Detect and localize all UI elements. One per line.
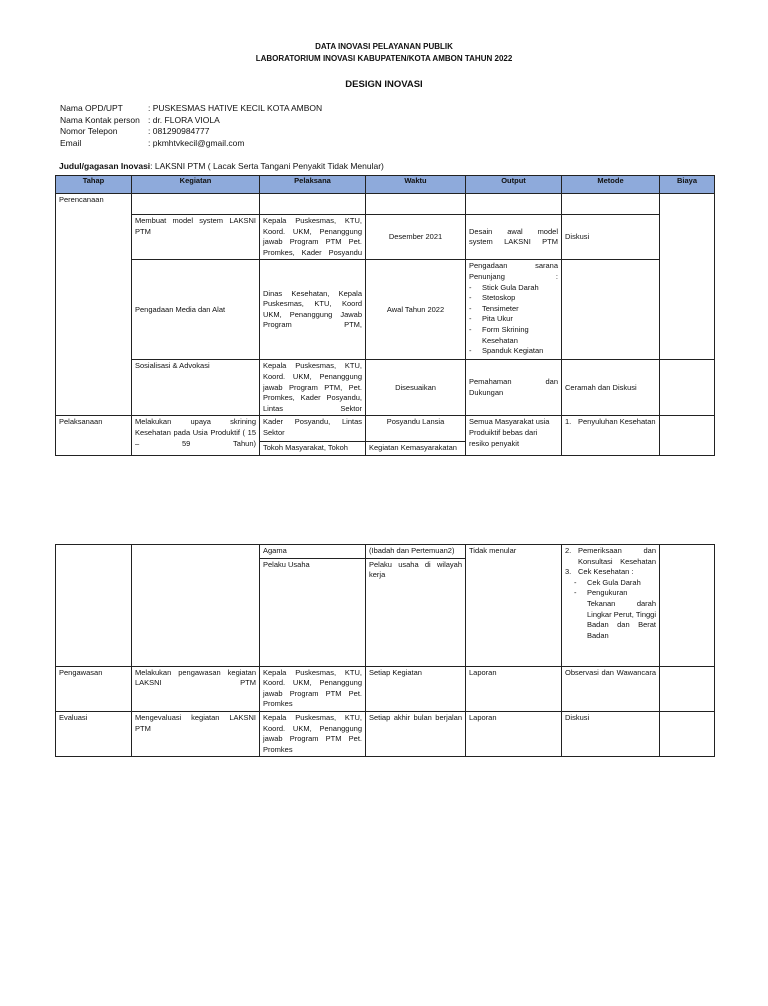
judul-inovasi: [59, 161, 384, 171]
tahap-cell: Pengawasan: [56, 666, 132, 711]
waktu-cell: Setiap Kegiatan: [366, 666, 466, 711]
output-cell: Laporan: [466, 666, 562, 711]
list-item: - Spanduk Kegiatan: [469, 346, 558, 357]
kegiatan-cell: Pengadaan Media dan Alat: [132, 260, 260, 360]
metode-cell: Diskusi: [562, 711, 660, 756]
list-item: 1. Penyuluhan Kesehatan: [565, 417, 656, 428]
waktu-cell: Pelaku usaha di wilayah kerja: [366, 558, 466, 666]
metode-cell: Observasi dan Wawancara: [562, 666, 660, 711]
col-header-tahap: Tahap: [56, 176, 132, 194]
kegiatan-cell: Membuat model system LAKSNI PTM: [132, 215, 260, 260]
output-list: [469, 283, 558, 357]
waktu-cell: Kegiatan Kemasyarakatan: [366, 442, 466, 456]
list-item: - Stetoskop: [469, 293, 558, 304]
table-row: [56, 416, 715, 442]
output-cell: Tidak menular: [466, 545, 562, 667]
list-item: - Stick Gula Darah: [469, 283, 558, 294]
kegiatan-cell: Melakukan upaya skrining Kesehatan pada Usia Produktif ( 15 – 59 Tahun): [132, 416, 260, 456]
waktu-cell: Awal Tahun 2022: [366, 260, 466, 360]
metode-cell: Ceramah dan Diskusi: [562, 360, 660, 416]
list-item: 2. Pemeriksaan dan Konsultasi Kesehatan: [565, 546, 656, 567]
list-item: - Pita Ukur: [469, 314, 558, 325]
table-row: [56, 215, 715, 260]
col-header-pelaksana: Pelaksana: [260, 176, 366, 194]
output-cell: [466, 260, 562, 360]
output-title: Pengadaan sarana Penunjang :: [469, 261, 558, 281]
info-row: [60, 103, 322, 115]
pelaksana-cell: Kepala Puskesmas, KTU, Koord. UKM, Penanggung jawab Program PTM, Pet. Promkes, Kader Posyandu, Lintas Sektor: [260, 360, 366, 416]
pelaksana-cell: Kepala Puskesmas, KTU, Koord. UKM, Penanggung jawab Program PTM Pet. Promkes, Kader Posyandu: [260, 215, 366, 260]
pelaksana-cell: Tokoh Masyarakat, Tokoh: [260, 442, 366, 456]
info-label: Email: [60, 137, 82, 148]
pelaksana-cell: Kader Posyandu, Lintas Sektor: [260, 416, 366, 442]
info-block: [60, 103, 322, 149]
pelaksana-cell: Agama: [260, 545, 366, 559]
info-row: [60, 138, 322, 150]
output-cell: Laporan: [466, 711, 562, 756]
list-item: - Form Skrining Kesehatan: [469, 325, 558, 346]
pelaksana-cell: Kepala Puskesmas, KTU, Koord. UKM, Penanggung jawab Program PTM Pet. Promkes: [260, 711, 366, 756]
inovasi-table-page2: [55, 544, 715, 757]
doc-title-line1: DATA INOVASI PELAYANAN PUBLIK: [315, 42, 453, 51]
spacer-row: [56, 194, 715, 215]
inovasi-table-page1: [55, 175, 715, 456]
waktu-cell: Disesuaikan: [366, 360, 466, 416]
info-label: Nama OPD/UPT: [60, 103, 123, 113]
table-row: [56, 360, 715, 416]
output-cell: Desain awal model system LAKSNI PTM: [466, 215, 562, 260]
col-header-metode: Metode: [562, 176, 660, 194]
table-row: [56, 545, 715, 559]
tahap-cell: Evaluasi: [56, 711, 132, 756]
col-header-kegiatan: Kegiatan: [132, 176, 260, 194]
judul-label: Judul/gagasan Inovasi: [59, 161, 151, 171]
table-row: [56, 666, 715, 711]
waktu-cell: Posyandu Lansia: [366, 416, 466, 442]
info-value: : dr. FLORA VIOLA: [148, 114, 220, 125]
list-item: - Tensimeter: [469, 304, 558, 315]
output-cell: Semua Masyarakat usia Produiktif bebas dari resiko penyakit: [466, 416, 562, 456]
info-label: Nama Kontak person: [60, 114, 140, 125]
col-header-waktu: Waktu: [366, 176, 466, 194]
metode-cell: [562, 416, 660, 456]
list-item: - Pengukuran Tekanan darah Lingkar Perut, Tinggi Badan dan Berat Badan: [574, 588, 656, 641]
list-item: - Cek Gula Darah: [574, 578, 656, 589]
kegiatan-cell: Sosialisasi & Advokasi: [132, 360, 260, 416]
tahap-cell: Perencanaan: [56, 194, 132, 416]
info-label: Nomor Telepon: [60, 126, 118, 137]
metode-cell: Diskusi: [562, 215, 660, 260]
info-row: [60, 115, 322, 127]
kegiatan-cell: Mengevaluasi kegiatan LAKSNI PTM: [132, 711, 260, 756]
design-title: DESIGN INOVASI: [345, 79, 423, 90]
info-row: [60, 126, 322, 138]
doc-title-line2: LABORATORIUM INOVASI KABUPATEN/KOTA AMBON TAHUN 2022: [255, 54, 513, 63]
waktu-cell: Setiap akhir bulan berjalan: [366, 711, 466, 756]
table-header-row: [56, 176, 715, 194]
kegiatan-cell: Melakukan pengawasan kegiatan LAKSNI PTM: [132, 666, 260, 711]
judul-value: : LAKSNI PTM ( Lacak Serta Tangani Penyakit Tidak Menular): [150, 161, 384, 171]
metode-cell: [562, 545, 660, 667]
info-value: : PUSKESMAS HATIVE KECIL KOTA AMBON: [148, 103, 323, 113]
pelaksana-cell: Dinas Kesehatan, Kepala Puskesmas, KTU, Koord UKM, Penanggung Jawab Program PTM,: [260, 260, 366, 360]
table-row: [56, 711, 715, 756]
table-row: [56, 260, 715, 360]
info-value: : pkmhtvkecil@gmail.com: [148, 137, 245, 148]
pelaksana-cell: Pelaku Usaha: [260, 558, 366, 666]
pelaksana-cell: Kepala Puskesmas, KTU, Koord. UKM, Penanggung jawab Program PTM Pet. Promkes: [260, 666, 366, 711]
tahap-cell: Pelaksanaan: [56, 416, 132, 456]
waktu-cell: (Ibadah dan Pertemuan2): [366, 545, 466, 559]
col-header-biaya: Biaya: [660, 176, 715, 194]
output-cell: Pemahaman dan Dukungan: [466, 360, 562, 416]
waktu-cell: Desember 2021: [366, 215, 466, 260]
col-header-output: Output: [466, 176, 562, 194]
list-item: 3. Cek Kesehatan :: [565, 567, 656, 578]
info-value: : 081290984777: [148, 126, 210, 137]
